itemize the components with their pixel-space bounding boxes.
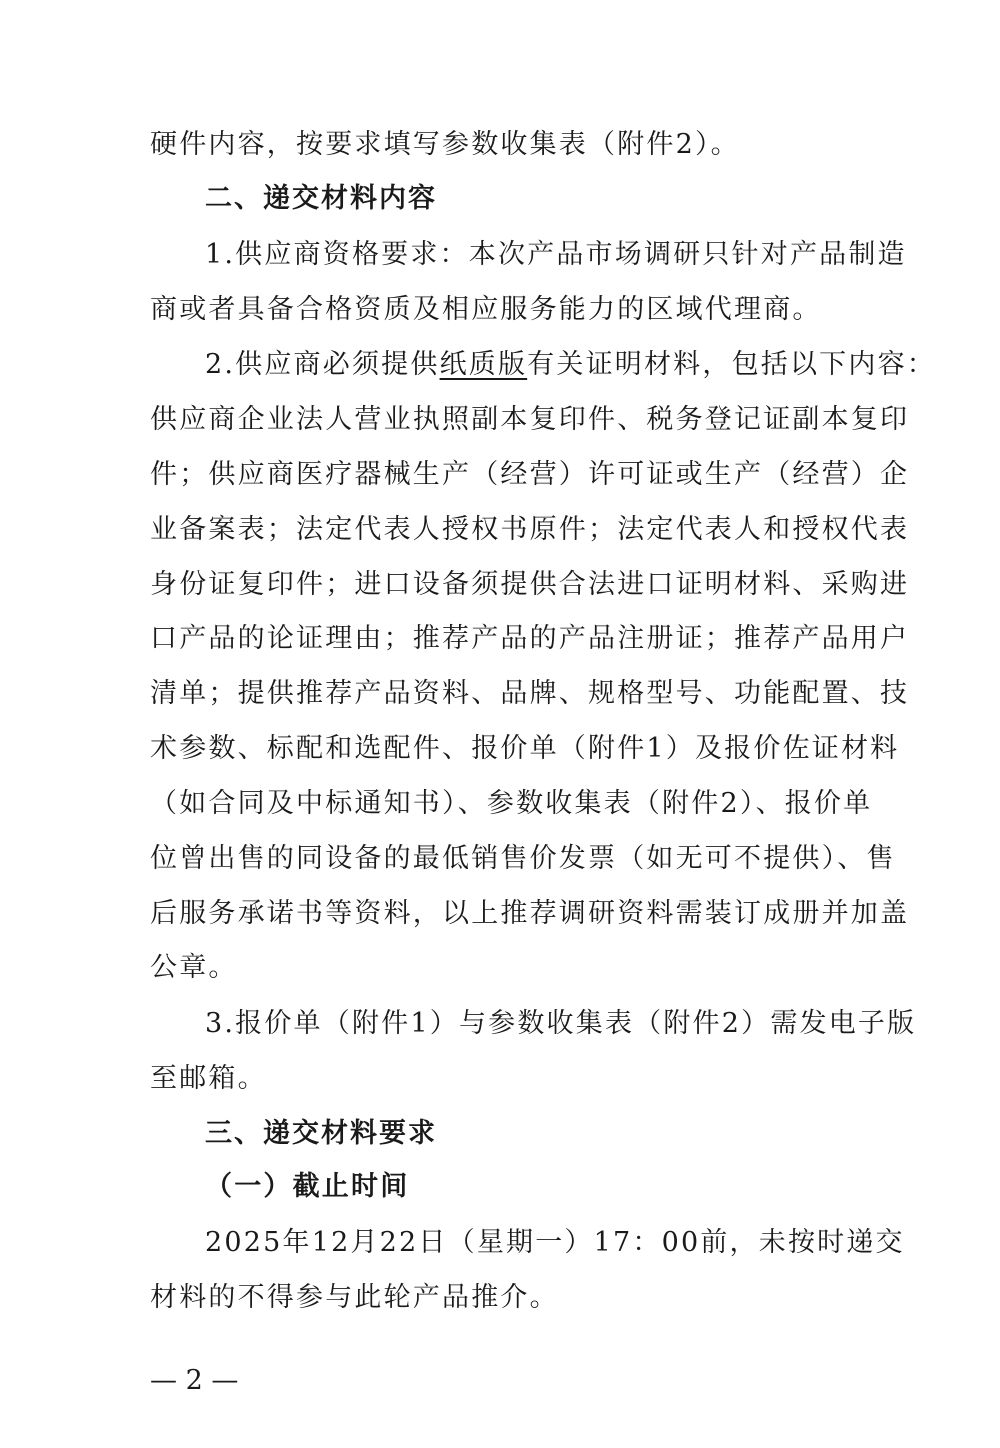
paragraph-line: 后服务承诺书等资料，以上推荐调研资料需装订成册并加盖 xyxy=(150,898,910,929)
paragraph-line: （如合同及中标通知书）、参数收集表（附件2）、报价单 xyxy=(150,788,873,819)
section-heading: 三、递交材料要求 xyxy=(205,1118,437,1149)
paragraph-line: 身份证复印件；进口设备须提供合法进口证明材料、采购进 xyxy=(150,569,910,600)
paragraph-line: 2025年12月22日（星期一）17：00前，未按时递交 xyxy=(205,1227,905,1258)
paragraph-line: 3.报价单（附件1）与参数收集表（附件2）需发电子版 xyxy=(205,1008,917,1039)
paragraph-line xyxy=(205,347,936,383)
paragraph-line: 供应商企业法人营业执照副本复印件、税务登记证副本复印 xyxy=(150,404,910,435)
paragraph-line: 商或者具备合格资质及相应服务能力的区域代理商。 xyxy=(150,294,822,325)
page-number: — 2 — xyxy=(150,1365,239,1396)
subsection-heading: （一）截止时间 xyxy=(205,1171,410,1202)
paragraph-line: 1.供应商资格要求：本次产品市场调研只针对产品制造 xyxy=(205,239,907,270)
paragraph-line: 公章。 xyxy=(150,952,238,983)
text-segment: 2.供应商必须提供 xyxy=(205,349,440,380)
section-heading: 二、递交材料内容 xyxy=(205,183,437,214)
paragraph-line: 材料的不得参与此轮产品推介。 xyxy=(150,1282,559,1313)
paragraph-line: 口产品的论证理由；推荐产品的产品注册证；推荐产品用户 xyxy=(150,623,910,654)
paragraph-line: 业备案表；法定代表人授权书原件；法定代表人和授权代表 xyxy=(150,514,910,545)
paragraph-line: 术参数、标配和选配件、报价单（附件1）及报价佐证材料 xyxy=(150,733,900,764)
paragraph-line: 位曾出售的同设备的最低销售价发票（如无可不提供）、售 xyxy=(150,843,896,874)
text-segment: 有关证明材料，包括以下内容： xyxy=(527,349,936,380)
paragraph-line: 至邮箱。 xyxy=(150,1063,267,1094)
paragraph-line: 件；供应商医疗器械生产（经营）许可证或生产（经营）企 xyxy=(150,459,910,490)
paragraph-line: 硬件内容，按要求填写参数收集表（附件2）。 xyxy=(150,129,740,160)
underlined-text: 纸质版 xyxy=(439,349,528,380)
paragraph-line: 清单；提供推荐产品资料、品牌、规格型号、功能配置、技 xyxy=(150,678,910,709)
